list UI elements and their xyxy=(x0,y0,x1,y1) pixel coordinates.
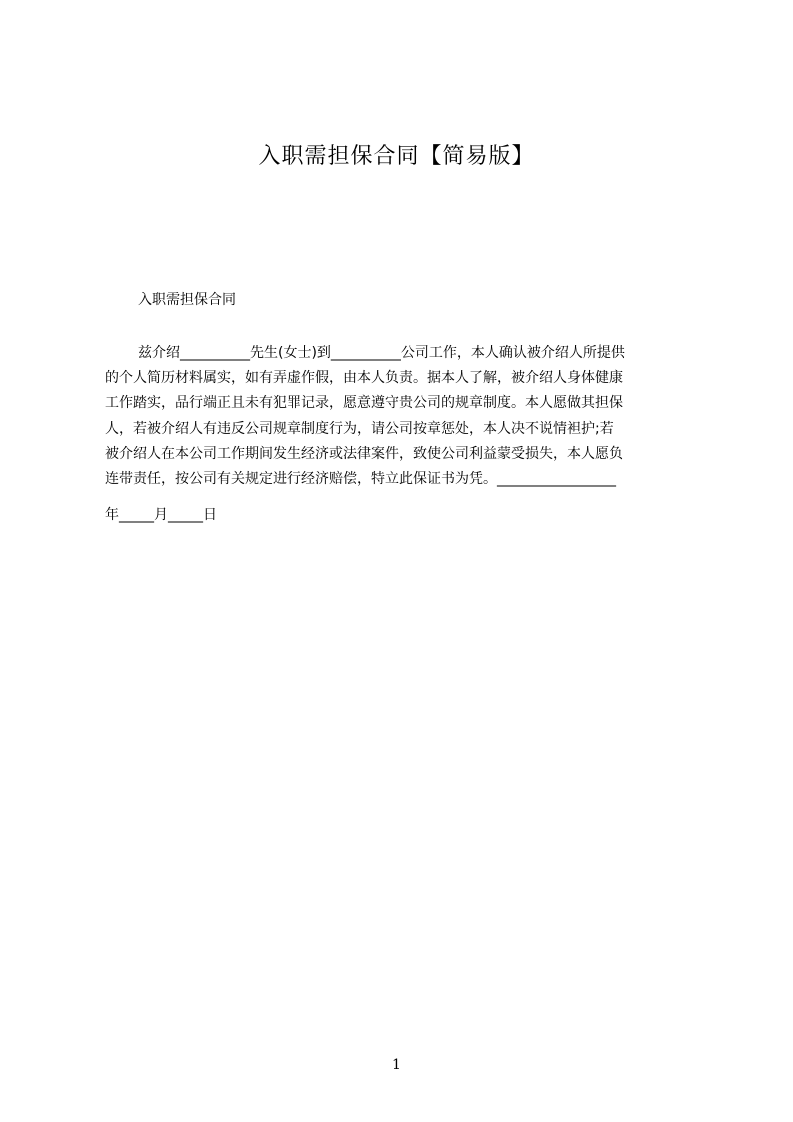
body-line-3: 工作踏实，品行端正且未有犯罪记录，愿意遵守贵公司的规章制度。本人愿做其担保 xyxy=(105,395,623,411)
body-line-5: 被介绍人在本公司工作期间发生经济或法律案件，致使公司利益蒙受损失，本人愿负 xyxy=(105,446,623,462)
date-line: 年_____月_____日 xyxy=(105,507,217,523)
document-title: 入职需担保合同【简易版】 xyxy=(258,144,535,169)
body-line-6: 连带责任，按公司有关规定进行经济赔偿，特立此保证书为凭。_________________ xyxy=(105,471,616,487)
body-line-4: 人，若被介绍人有违反公司规章制度行为，请公司按章惩处，本人决不说情袒护;若 xyxy=(105,421,614,437)
body-line-1: 兹介绍__________先生(女士)到__________公司工作，本人确认被介绍人所提供 xyxy=(138,345,625,361)
document-subtitle: 入职需担保合同 xyxy=(138,292,236,308)
page-number: 1 xyxy=(392,1057,401,1073)
body-line-2: 的个人简历材料属实，如有弄虚作假，由本人负责。据本人了解，被介绍人身体健康 xyxy=(105,370,623,386)
